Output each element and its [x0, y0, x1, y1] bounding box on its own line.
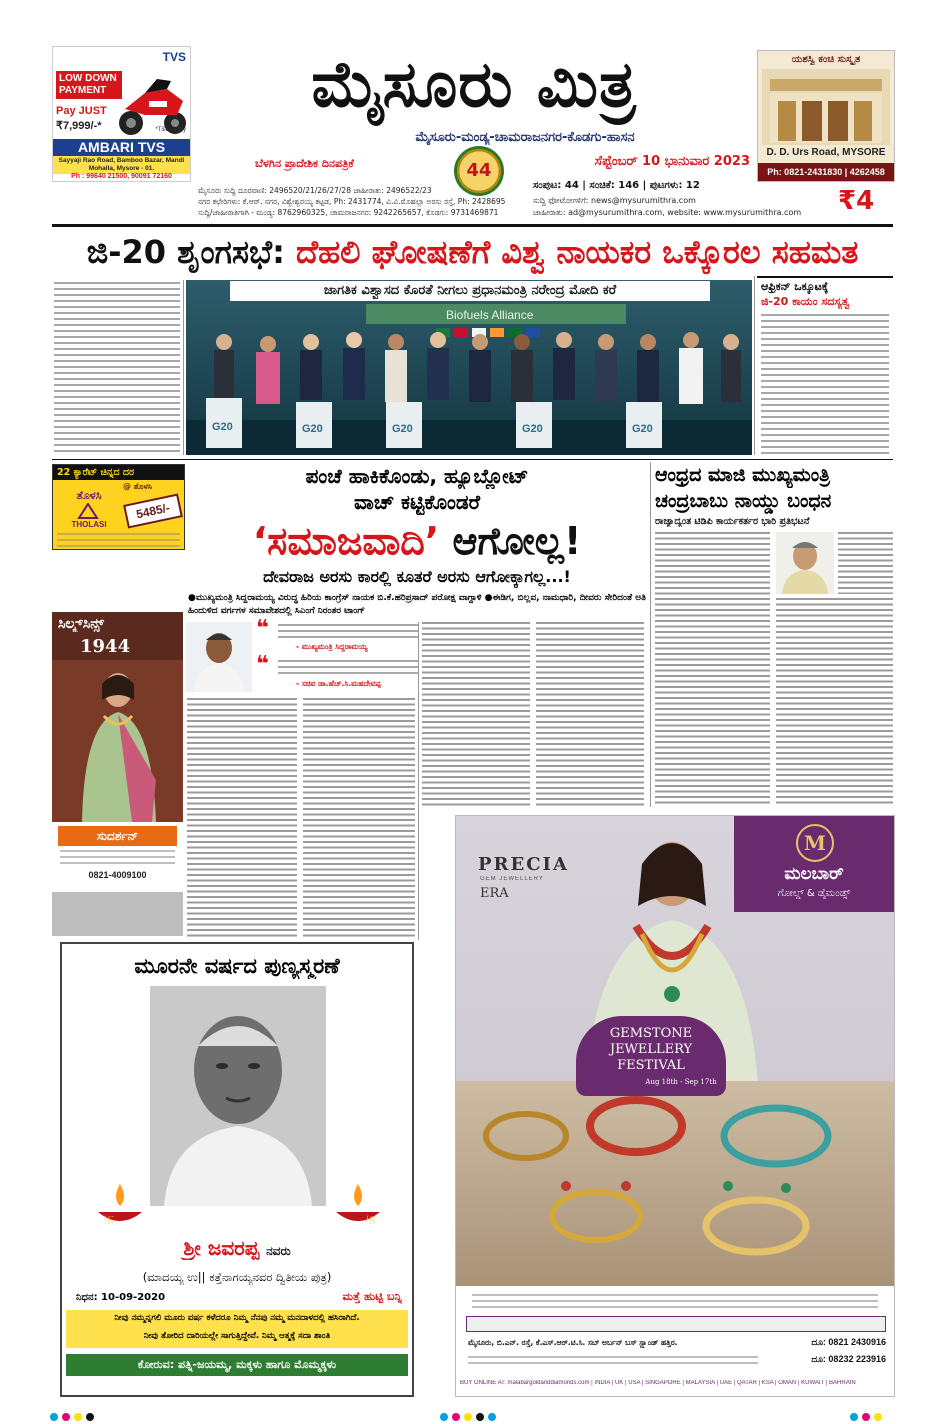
- emblem-number: 44: [466, 160, 492, 181]
- malabar-logo-box: [734, 816, 894, 912]
- tvs-logo: TVS: [162, 50, 186, 64]
- lead-body-text: [54, 282, 180, 452]
- quote2-attribution: - ಸಚಿವ ಡಾ.ಹೆಚ್.ಸಿ.ಮಹದೇವಪ್ಪ: [296, 679, 382, 688]
- african-union-box: [757, 276, 893, 457]
- story2-quotes: [256, 616, 420, 692]
- story2-headline: [188, 516, 646, 566]
- precia-logo: PRECIA: [478, 854, 569, 875]
- silk-ad-address: [60, 850, 175, 868]
- section-rule: [52, 459, 893, 460]
- column-rule: [754, 276, 755, 455]
- memorial-wish: ಮತ್ತೆ ಹುಟ್ಟಿ ಬನ್ನಿ: [342, 1290, 402, 1303]
- registration-marks-right: [850, 1406, 886, 1424]
- podium-label: G20: [632, 423, 653, 435]
- pay-label: Pay JUST: [56, 105, 107, 117]
- issue-number: ಸಂಪುಟ: 44 | ಸಂಚಿಕೆ: 146 | ಪುಟಗಳು: 12: [533, 180, 700, 191]
- silk-ad-year: 1944: [80, 636, 131, 657]
- memorial-title: ಮೂರನೇ ವರ್ಷದ ಪುಣ್ಯಸ್ಮರಣೆ: [134, 954, 340, 978]
- story2-kicker-1: ಪಂಚೆ ಹಾಕಿಕೊಂಡು, ಹ್ಯೂಬ್ಲೋಟ್: [305, 464, 529, 488]
- deceased-name: ಶ್ರೀ ಜವರಪ್ಪ: [183, 1236, 260, 1260]
- svg-text:卐: 卐: [366, 1216, 376, 1227]
- tholasi-logo-kn: ತೊಳಸಿ: [76, 489, 102, 502]
- memorial-message-2: ನೀವು ತೋರಿದ ದಾರಿಯಲ್ಲೇ ಸಾಗುತ್ತಿದ್ದೇವೆ. ನಿಮ್ಮ ಆತ್ಮಕ್ಕೆ ಸದಾ ಶಾಂತಿ: [143, 1331, 331, 1341]
- story3-headline-2: ಚಂದ್ರಬಾಬು ನಾಯ್ಡು ಬಂಧನ: [655, 490, 832, 512]
- festival-banner: [576, 1016, 726, 1096]
- box-body-text: [761, 314, 889, 454]
- malabar-brand-1: ಮಲಬಾರ್: [784, 864, 844, 884]
- info-phones: ಮೈಸೂರು ಸುದ್ದಿ ದೂರವಾಣಿ: 2496520/21/26/27/28 ಜಾಹೀರಾತು: 2496522/23: [198, 186, 432, 195]
- naidu-photo: [776, 532, 834, 594]
- cover-price: ₹4: [838, 186, 875, 216]
- registration-marks-left: [50, 1406, 98, 1424]
- yashasvi-ad: [757, 50, 895, 182]
- yashasvi-title: ಯಶಸ್ವಿ ಕಂಚಿ ಸುಸ್ಕೃತ: [791, 54, 861, 65]
- story2-headline-black: ಆಗೋಲ್ಲ!: [439, 519, 582, 563]
- story2-headline-red: ‘ಸಮಾಜವಾದಿ’: [252, 519, 440, 563]
- story2-deck: ದೇವರಾಜ ಅರಸು ಕಾರಲ್ಲಿ ಕೂತರೆ ಅರಸು ಆಗೋಕ್ಕಾಗಲ್ಲ...!: [263, 567, 571, 586]
- malabar-brand-2: ಗೋಲ್ಡ್ & ಡೈಮಂಡ್ಸ್: [777, 888, 851, 899]
- story2-body-col4: [536, 622, 644, 807]
- story2-bullets: ●ಮುಖ್ಯಮಂತ್ರಿ ಸಿದ್ದರಾಮಯ್ಯ ವಿರುದ್ಧ ಹಿರಿಯ ಕಾಂಗ್ರೆಸ್ ನಾಯಕ ಬಿ.ಕೆ.ಹರಿಪ್ರಸಾದ್ ಪರೋಕ್ಷ ವಾಗ್ದಾಳಿ ●ಈಡಿಗ, ಬಿಲ್ಲವ, ನಾಮಧಾರಿ, ದೀವರು ಸೇರಿದಂತೆ ಅತಿ ಹಿಂದುಳಿದ ವರ್ಗಗಳ ಸಮಾವೇಶದಲ್ಲಿ ಸಿಎಂಗೆ ನಿರಂತರ ಟಾಂಗ್: [188, 593, 646, 616]
- memorial-name: [62, 1236, 412, 1260]
- festival-line-1: GEMSTONE: [609, 1026, 693, 1041]
- column-rule: [418, 622, 419, 940]
- podium-label: G20: [212, 421, 233, 433]
- memorial-ad: [60, 942, 414, 1397]
- info-districts: ಸುದ್ದಿ/ಜಾಹೀರಾತಿಗಾಗಿ - ಮಂಡ್ಯ: 8762960325, ಚಾಮರಾಜನಗರ: 9242265657, ಕೊಡಗು: 9731469871: [198, 208, 499, 217]
- masthead-regions: ಮೈಸೂರು-ಮಂಡ್ಯ-ಚಾಮರಾಜನಗರ-ಕೊಡಗು-ಹಾಸನ: [415, 130, 635, 145]
- malabar-feature-strip: [466, 1316, 886, 1332]
- quote1-text: [278, 624, 418, 640]
- silk-ad-brand: ಸುದರ್ಶನ್: [58, 826, 177, 846]
- column-rule: [183, 280, 184, 455]
- diya-lamp-icon: [94, 1182, 146, 1232]
- malabar-footer: [456, 1286, 894, 1396]
- gold-rate-title: 22 ಕ್ಯಾರೆಟ್ ಚಿನ್ನದ ದರ: [53, 465, 185, 480]
- sudarshan-silk-ad: [52, 612, 183, 886]
- story2-body-col1: [187, 698, 297, 938]
- malabar-phone-1: ದೂ: 0821 2430916: [811, 1337, 886, 1347]
- dealer-address: Sayyaji Rao Road, Bamboo Bazar, Mandi Mohalla, Mysore - 01.: [53, 156, 190, 174]
- offer-line1: LOW DOWN: [59, 73, 117, 84]
- silk-ad-phone: 0821-4009100: [88, 870, 147, 880]
- memorial-from: ಕೋರುವ: ಪತ್ನಿ-ಜಯಮ್ಮ, ಮಕ್ಕಳು ಹಾಗೂ ಮೊಮ್ಮಕ್ಕಳು: [66, 1354, 408, 1376]
- box-headline-1: ಆಫ್ರಿಕನ್ ಒಕ್ಕೂಟಕ್ಕೆ: [761, 280, 829, 293]
- registration-marks-center: [440, 1406, 500, 1424]
- podium-label: G20: [302, 423, 323, 435]
- memorial-relation: (ಮಾದಯ್ಯ ಉ|| ಕತ್ತೆನಾಗಯ್ಯನವರ ದ್ವಿತೀಯ ಪುತ್ರ): [142, 1270, 332, 1284]
- lead-headline-part1: ಜಿ-20 ಶೃಂಗಸಭೆ:: [86, 233, 297, 271]
- price: ₹7,999/-*: [56, 120, 102, 132]
- malabar-phone-2: ದೂ: 08232 223916: [811, 1354, 886, 1364]
- storefront-image: [762, 69, 890, 145]
- gold-rate-ad: [52, 464, 185, 550]
- silk-ad-title: ಸಿಲ್ಕ್ಸ್‌ಸಿನ್ಸ್: [58, 616, 104, 632]
- saree-model-image: [52, 660, 183, 822]
- festival-line-3: FESTIVAL: [617, 1058, 685, 1073]
- malabar-m-logo: M: [796, 824, 834, 862]
- malabar-address-1: ಮೈಸೂರು, ಬಿ.ಎನ್. ರಸ್ತೆ, ಕೆ.ಎಸ್.ಆರ್.ಟಿ.ಸಿ. ಸಬ್ ಅರ್ಬನ್ ಬಸ್ ಸ್ಟ್ಯಾಂಡ್ ಹತ್ತಿರ.: [468, 1338, 678, 1347]
- story2-kicker-2: ವಾಚ್ ಕಟ್ಟಿಕೊಂಡರೆ: [353, 490, 481, 514]
- photo-banner-text: Biofuels Alliance: [446, 308, 534, 322]
- tholasi-logo-en: THOLASI: [71, 520, 107, 529]
- quote2-text: [278, 660, 418, 676]
- malabar-ad: [455, 815, 895, 1397]
- malabar-address-2: [468, 1356, 758, 1364]
- news-email: ಸುದ್ದಿ ಫೋಟೋಗಳಿಗೆ: news@mysurumithra.com: [533, 196, 696, 205]
- memorial-message-1: ನೀವು ನಮ್ಮನ್ನಗಲಿ ಮೂರು ವರ್ಷ ಕಳೆದರೂ ನಿಮ್ಮ ನೆನಪು ನಮ್ಮ ಮನದಾಳದಲ್ಲಿ ಹಸಿರಾಗಿದೆ.: [114, 1313, 360, 1323]
- podium-label: G20: [392, 423, 413, 435]
- quote-mark-icon: ❝: [256, 616, 269, 641]
- offer-badge: [56, 71, 122, 99]
- box-headline-2: ಜಿ-20 ಕಾಯಂ ಸದಸ್ಯತ್ವ: [761, 295, 850, 308]
- memorial-message-band: [66, 1310, 408, 1348]
- issue-date: ಸೆಪ್ಟೆಂಬರ್ 10 ಭಾನುವಾರ 2023: [594, 154, 750, 169]
- story3-subhead: ರಾಜ್ಯಾದ್ಯಂತ ಟಿಡಿಪಿ ಕಾರ್ಯಕರ್ತರ ಭಾರಿ ಪ್ರತಿಭಟನೆ: [655, 516, 810, 527]
- story3-headline-1: ಆಂಧ್ರದ ಮಾಜಿ ಮುಖ್ಯಮಂತ್ರಿ: [655, 464, 831, 486]
- story3-body-wrap: [838, 532, 893, 594]
- g20-leaders-photo: [186, 280, 752, 455]
- dealer-name: AMBARI TVS: [53, 139, 190, 156]
- offer-line2: PAYMENT: [59, 85, 107, 96]
- deceased-name-suffix: ನವರು: [266, 1244, 291, 1258]
- masthead-tagline: ಬೆಳಗಿನ ಪ್ರಾದೇಶಿಕ ದಿನಪತ್ರಿಕೆ: [255, 157, 354, 170]
- hariprasad-photo: [186, 622, 252, 692]
- placeholder-block: [52, 892, 183, 936]
- gold-rate-value: 5485/-: [123, 493, 183, 528]
- tvs-ad: [52, 46, 191, 182]
- quote1-attribution: - ಮುಖ್ಯಮಂತ್ರಿ ಸಿದ್ದರಾಮಯ್ಯ: [296, 642, 368, 651]
- silk-ad-footer: [52, 822, 183, 886]
- gold-ad-address: [57, 533, 180, 547]
- lead-headline: [52, 230, 893, 274]
- quote-mark-icon: ❝: [256, 652, 269, 677]
- podium-label: G20: [522, 423, 543, 435]
- festival-dates: Aug 18th - Sep 17th: [645, 1078, 717, 1086]
- story2-body-col3: [422, 622, 530, 807]
- gold-rate-at: @ ತೊಳಸಿ: [123, 482, 153, 491]
- lead-headline-part2: ದೆಹಲಿ ಘೋಷಣೆಗೆ ವಿಶ್ವ ನಾಯಕರ ಒಕ್ಕೊರಲ ಸಹಮತ: [296, 233, 859, 271]
- malabar-footer-text: [472, 1294, 878, 1310]
- tholasi-logo-icon: [77, 503, 99, 519]
- svg-text:卐: 卐: [104, 1216, 114, 1227]
- memorial-portrait: [150, 986, 326, 1206]
- festival-line-2: JEWELLERY: [609, 1042, 693, 1057]
- dealer-phone: Ph : 99640 21500, 90091 72160: [71, 173, 172, 180]
- story3-body-col2: [776, 598, 893, 805]
- masthead-title: ಮೈಸೂರು ಮಿತ್ರ: [311, 48, 637, 122]
- ad-email: ಜಾಹೀರಾತು: ad@mysurumithra.com, website: www.mysurumithra.com: [533, 208, 802, 217]
- story2-body-col2: [303, 698, 415, 938]
- yashasvi-phone: Ph: 0821-2431830 | 4262458: [758, 163, 894, 181]
- lead-subhead: ಜಾಗತಿಕ ವಿಶ್ವಾಸದ ಕೊರತೆ ನೀಗಲು ಪ್ರಧಾನಮಂತ್ರಿ ನರೇಂದ್ರ ಮೋದಿ ಕರೆ: [230, 281, 710, 301]
- malabar-online: BUY ONLINE AT: malabargoldanddiamonds.com | INDIA | UK | USA | SINGAPORE | MALAYSIA | UAE | QATAR | KSA | OMAN | KUWAIT | BAHRAIN: [460, 1380, 856, 1386]
- precia-subtitle: GEM JEWELLERY: [480, 876, 544, 882]
- masthead-rule: [52, 224, 893, 227]
- story3-body-col1: [655, 532, 770, 805]
- info-offices: ನಗರ ಕಛೇರಿಗಳು: ಕೆ.ಆರ್. ನಗರ, ವಿಶ್ವೇಶ್ವರಯ್ಯ ಕಟ್ಟಡ, Ph: 2431774, ವಿ.ವಿ.ಮೊಹಲ್ಲಾ ಅರಸು ರಸ್ತೆ, Ph: 2428695: [198, 197, 506, 206]
- column-rule: [650, 462, 651, 807]
- diya-lamp-icon: [332, 1182, 384, 1232]
- yashasvi-address: D. D. Urs Road, MYSORE: [766, 147, 886, 158]
- memorial-death-date: ನಿಧನ: 10-09-2020: [76, 1292, 166, 1303]
- terms: *T&C Apply: [155, 127, 186, 133]
- era-logo: ERA: [480, 886, 509, 901]
